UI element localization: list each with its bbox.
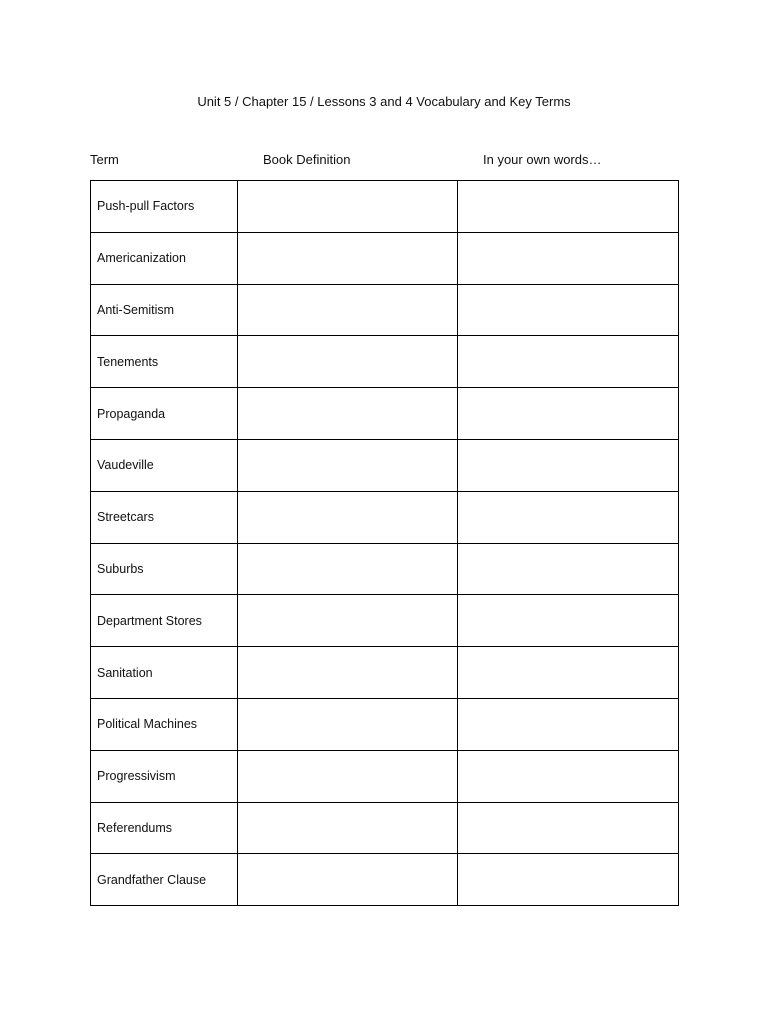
own-words-cell[interactable] [458,284,679,336]
book-definition-cell[interactable] [238,647,458,699]
book-definition-cell[interactable] [238,336,458,388]
own-words-cell[interactable] [458,750,679,802]
book-definition-cell[interactable] [238,232,458,284]
column-header-book-definition: Book Definition [263,152,351,167]
table-row [91,802,679,854]
vocabulary-table-body [91,181,679,906]
own-words-cell[interactable] [458,595,679,647]
own-words-cell[interactable] [458,647,679,699]
table-row [91,491,679,543]
term-cell: Anti-Semitism [91,284,238,336]
table-row [91,439,679,491]
own-words-cell[interactable] [458,439,679,491]
book-definition-cell[interactable] [238,543,458,595]
book-definition-cell[interactable] [238,439,458,491]
term-cell: Political Machines [91,698,238,750]
table-row [91,336,679,388]
table-row [91,595,679,647]
table-row [91,647,679,699]
term-cell: Tenements [91,336,238,388]
own-words-cell[interactable] [458,491,679,543]
term-cell: Vaudeville [91,439,238,491]
book-definition-cell[interactable] [238,595,458,647]
own-words-cell[interactable] [458,388,679,440]
own-words-cell[interactable] [458,802,679,854]
table-row [91,232,679,284]
own-words-cell[interactable] [458,698,679,750]
table-row [91,750,679,802]
table-row [91,854,679,906]
table-row [91,284,679,336]
own-words-cell[interactable] [458,181,679,233]
table-row [91,698,679,750]
term-cell: Streetcars [91,491,238,543]
table-row [91,388,679,440]
term-cell: Push-pull Factors [91,181,238,233]
term-cell: Grandfather Clause [91,854,238,906]
term-cell: Suburbs [91,543,238,595]
own-words-cell[interactable] [458,854,679,906]
term-cell: Sanitation [91,647,238,699]
vocabulary-table [90,180,679,906]
book-definition-cell[interactable] [238,750,458,802]
term-cell: Propaganda [91,388,238,440]
table-row [91,543,679,595]
table-row [91,181,679,233]
column-header-term: Term [90,152,119,167]
own-words-cell[interactable] [458,336,679,388]
term-cell: Referendums [91,802,238,854]
book-definition-cell[interactable] [238,491,458,543]
book-definition-cell[interactable] [238,802,458,854]
book-definition-cell[interactable] [238,284,458,336]
term-cell: Progressivism [91,750,238,802]
book-definition-cell[interactable] [238,854,458,906]
term-cell: Department Stores [91,595,238,647]
column-header-own-words: In your own words… [483,152,602,167]
page-title: Unit 5 / Chapter 15 / Lessons 3 and 4 Vocabulary and Key Terms [197,94,571,109]
book-definition-cell[interactable] [238,698,458,750]
book-definition-cell[interactable] [238,181,458,233]
term-cell: Americanization [91,232,238,284]
book-definition-cell[interactable] [238,388,458,440]
own-words-cell[interactable] [458,232,679,284]
own-words-cell[interactable] [458,543,679,595]
